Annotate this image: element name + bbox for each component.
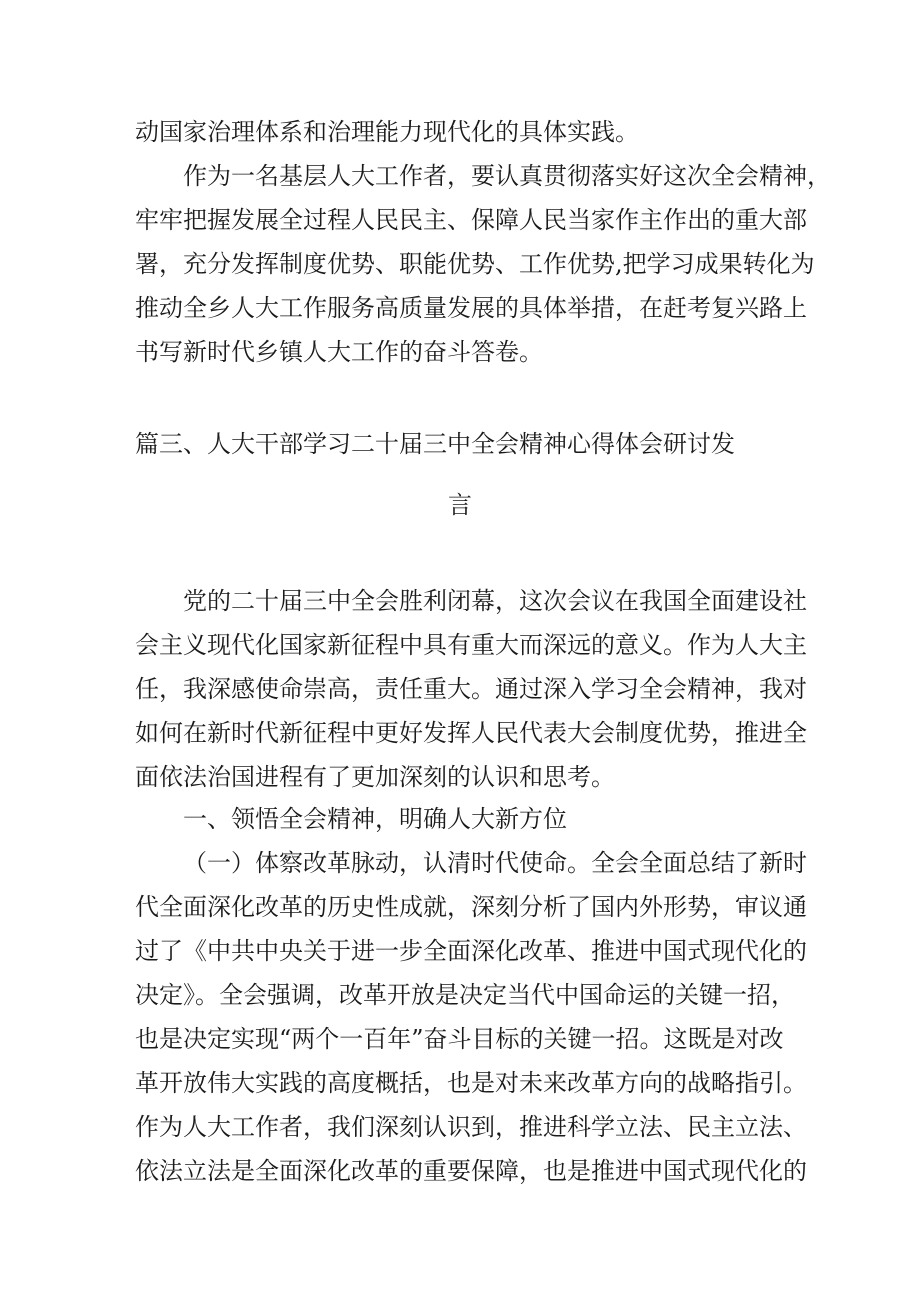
body-text-line: 牢牢把握发展全过程人民民主、保障人民当家作主作出的重大部 [135,206,807,234]
body-text-line: 过了《中共中央关于进一步全面深化改革、推进中国式现代化的 [135,937,807,965]
body-text-line: 也是决定实现“两个一百年”奋斗目标的关键一招。这既是对改 [135,1025,784,1053]
body-text-line: 署，充分发挥制度优势、职能优势、工作优势,把学习成果转化为 [135,250,815,278]
body-text-line: （一）体察改革脉动，认清时代使命。全会全面总结了新时 [183,849,807,877]
body-text-line: 面依法治国进程有了更加深刻的认识和思考。 [135,763,615,791]
body-text-line: 代全面深化改革的历史性成就，深刻分析了国内外形势，审议通 [135,893,807,921]
body-text-line: 如何在新时代新征程中更好发挥人民代表大会制度优势，推进全 [135,719,807,747]
body-text-line: 决定》。全会强调，改革开放是决定当代中国命运的关键一招， [135,981,795,1009]
body-text-line: 书写新时代乡镇人大工作的奋斗答卷。 [135,338,543,366]
body-text-line: 依法立法是全面深化改革的重要保障，也是推进中国式现代化的 [135,1157,807,1185]
body-text-line: 会主义现代化国家新征程中具有重大而深远的意义。作为人大主 [135,631,807,659]
body-text-line: 动国家治理体系和治理能力现代化的具体实践。 [135,118,639,146]
body-text-line: 任，我深感使命崇高，责任重大。通过深入学习全会精神，我对 [135,675,807,703]
section-title: 篇三、人大干部学习二十届三中全会精神心得体会研讨发 [135,430,735,458]
body-text-line: 作为一名基层人大工作者，要认真贯彻落实好这次全会精神， [183,162,831,190]
body-text-line: 作为人大工作者，我们深刻认识到，推进科学立法、民主立法、 [135,1113,807,1141]
body-text-line: 推动全乡人大工作服务高质量发展的具体举措，在赶考复兴路上 [135,294,807,322]
body-text-line: 革开放伟大实践的高度概括，也是对未来改革方向的战略指引。 [135,1069,807,1097]
section-title-continuation: 言 [448,491,472,519]
body-text-line: 党的二十届三中全会胜利闭幕，这次会议在我国全面建设社 [183,587,807,615]
subheading: 一、领悟全会精神，明确人大新方位 [183,805,567,833]
